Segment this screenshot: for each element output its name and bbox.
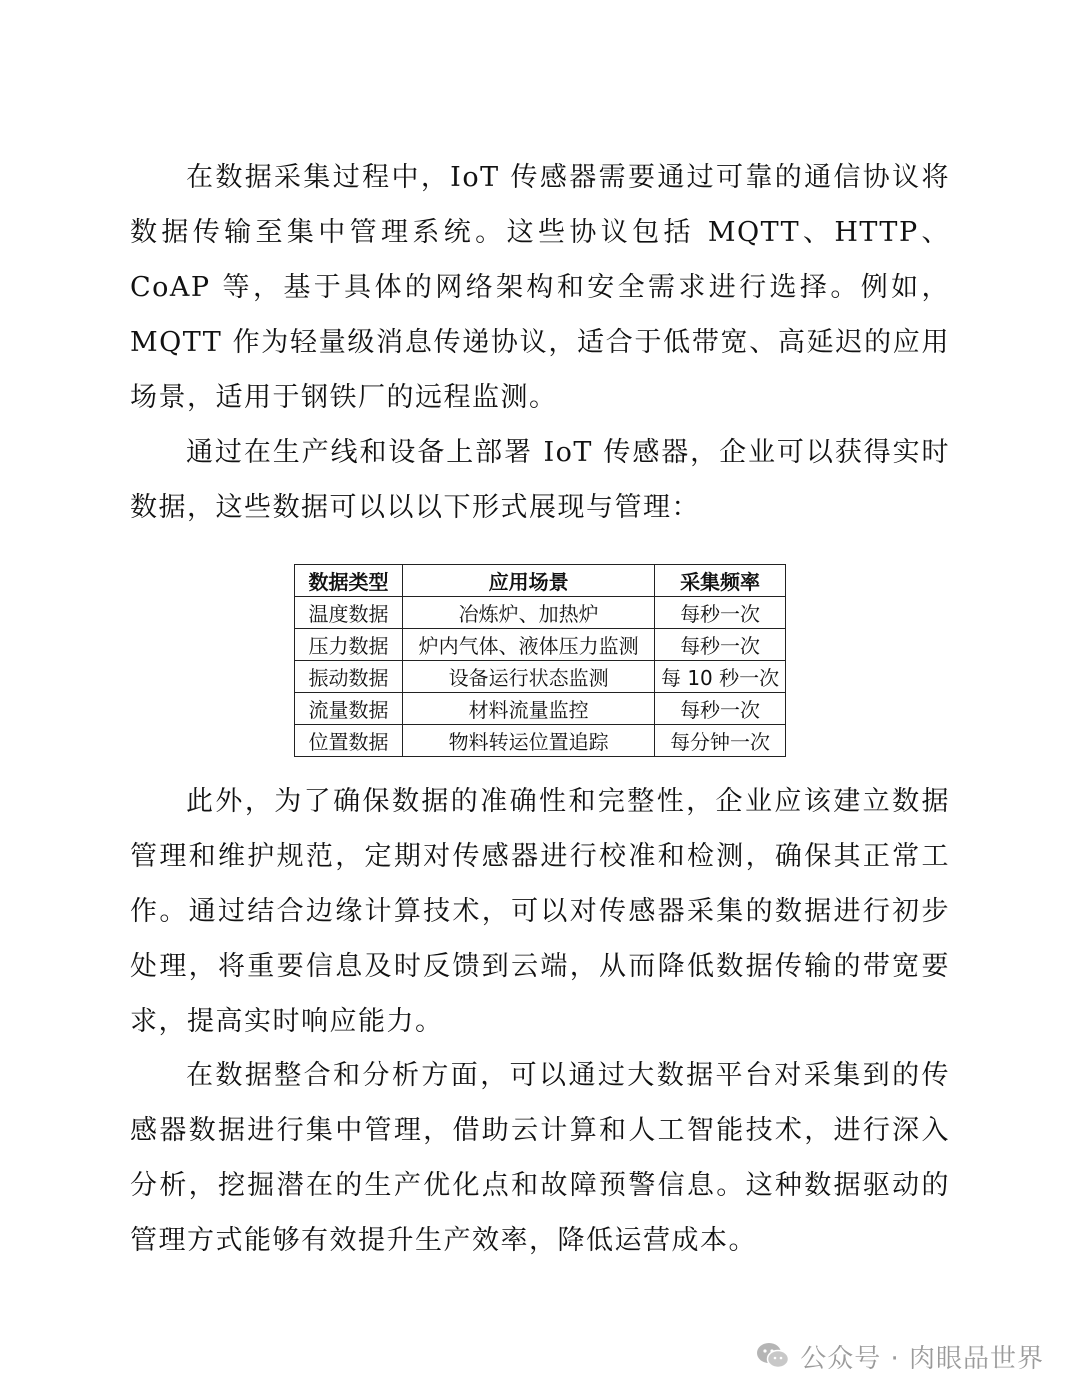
cell-data-type: 振动数据: [295, 661, 403, 693]
cell-application-scene: 冶炼炉、加热炉: [403, 597, 655, 629]
cell-data-type: 位置数据: [295, 725, 403, 757]
cell-data-type: 流量数据: [295, 693, 403, 725]
table-header-row: [295, 565, 786, 597]
watermark-text: 公众号 · 肉眼品世界: [800, 1343, 1044, 1374]
table-row: [295, 629, 786, 661]
paragraph-data-collection: 在数据采集过程中，IoT 传感器需要通过可靠的通信协议将数据传输至集中管理系统。这些协议包括 MQTT、HTTP、CoAP 等，基于具体的网络架构和安全需求进行选择。例如，MQTT 作为轻量级消息传递协议，适合于低带宽、高延迟的应用场景，适用于钢铁厂的远程监测。: [130, 162, 950, 413]
paragraph-data-analysis: 在数据整合和分析方面，可以通过大数据平台对采集到的传感器数据进行集中管理，借助云计算和人工智能技术，进行深入分析，挖掘潜在的生产优化点和故障预警信息。这种数据驱动的管理方式能够有效提升生产效率，降低运营成本。: [130, 1060, 950, 1256]
sensor-data-table: [294, 564, 786, 757]
paragraph-sensor-deployment: 通过在生产线和设备上部署 IoT 传感器，企业可以获得实时数据，这些数据可以以以下形式展现与管理：: [130, 437, 950, 523]
paragraph-data-quality: 此外，为了确保数据的准确性和完整性，企业应该建立数据管理和维护规范，定期对传感器进行校准和检测，确保其正常工作。通过结合边缘计算技术，可以对传感器采集的数据进行初步处理，将重要信息及时反馈到云端，从而降低数据传输的带宽要求，提高实时响应能力。: [130, 786, 950, 1037]
header-collection-frequency: 采集频率: [655, 565, 786, 597]
cell-frequency: 每 10 秒一次: [655, 661, 786, 693]
table-row: [295, 597, 786, 629]
cell-data-type: 压力数据: [295, 629, 403, 661]
cell-frequency: 每秒一次: [655, 597, 786, 629]
cell-frequency: 每秒一次: [655, 693, 786, 725]
table-row: [295, 693, 786, 725]
cell-data-type: 温度数据: [295, 597, 403, 629]
cell-application-scene: 物料转运位置追踪: [403, 725, 655, 757]
table-row: [295, 725, 786, 757]
wechat-icon: [756, 1341, 790, 1371]
cell-application-scene: 炉内气体、液体压力监测: [403, 629, 655, 661]
cell-application-scene: 材料流量监控: [403, 693, 655, 725]
cell-application-scene: 设备运行状态监测: [403, 661, 655, 693]
table-row: [295, 661, 786, 693]
cell-frequency: 每秒一次: [655, 629, 786, 661]
watermark: [756, 1336, 1044, 1376]
cell-frequency: 每分钟一次: [655, 725, 786, 757]
header-data-type: 数据类型: [295, 565, 403, 597]
header-application-scene: 应用场景: [403, 565, 655, 597]
